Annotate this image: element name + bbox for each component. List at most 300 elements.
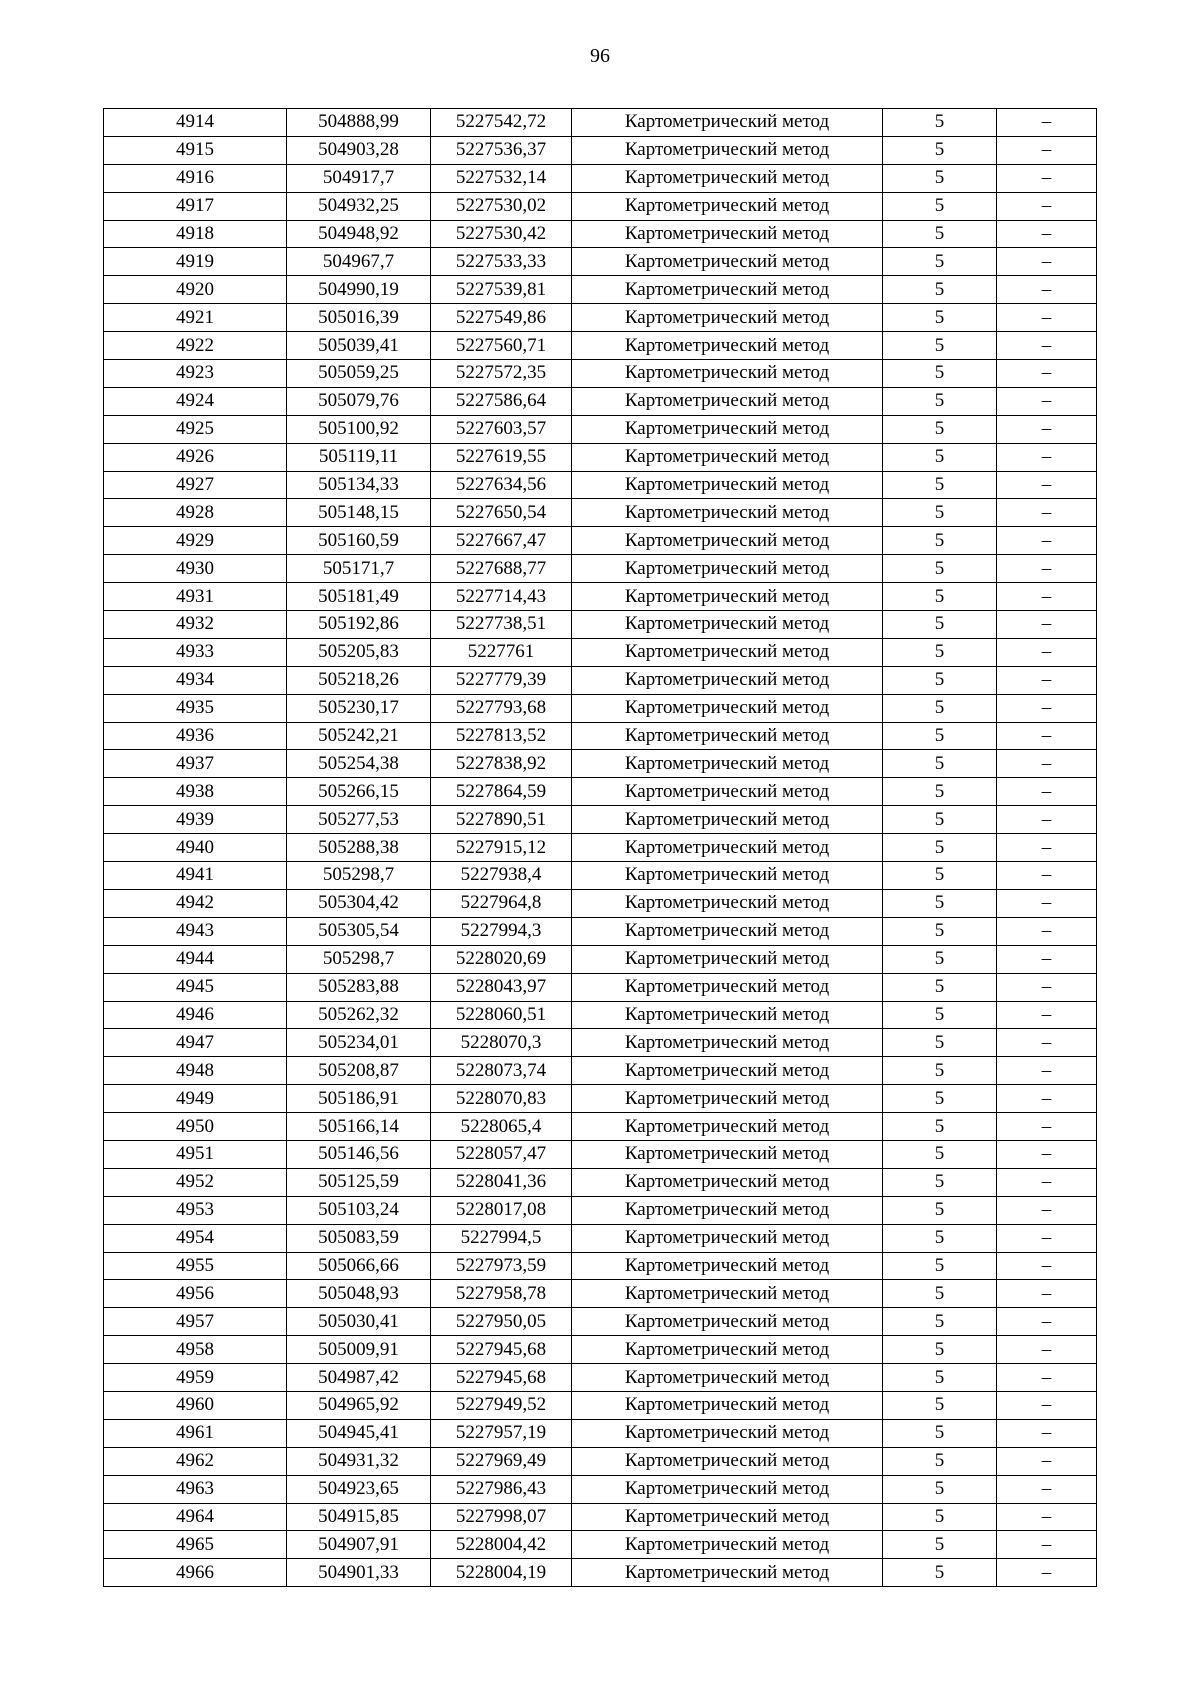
method-cell: Картометрический метод: [572, 109, 883, 137]
description-cell: –: [997, 945, 1097, 973]
method-cell: Картометрический метод: [572, 1140, 883, 1168]
y-coordinate-cell: 5227958,78: [431, 1280, 572, 1308]
description-cell: –: [997, 192, 1097, 220]
method-cell: Картометрический метод: [572, 360, 883, 388]
point-number-cell: 4941: [104, 862, 287, 890]
x-coordinate-cell: 505160,59: [287, 527, 431, 555]
x-coordinate-cell: 504965,92: [287, 1391, 431, 1419]
x-coordinate-cell: 505205,83: [287, 638, 431, 666]
method-cell: Картометрический метод: [572, 1531, 883, 1559]
description-cell: –: [997, 1419, 1097, 1447]
point-number-cell: 4923: [104, 360, 287, 388]
y-coordinate-cell: 5227838,92: [431, 750, 572, 778]
point-number-cell: 4943: [104, 917, 287, 945]
accuracy-cell: 5: [883, 1057, 997, 1085]
accuracy-cell: 5: [883, 1252, 997, 1280]
description-cell: –: [997, 1447, 1097, 1475]
y-coordinate-cell: 5227539,81: [431, 276, 572, 304]
x-coordinate-cell: 505283,88: [287, 973, 431, 1001]
x-coordinate-cell: 505079,76: [287, 387, 431, 415]
x-coordinate-cell: 505266,15: [287, 778, 431, 806]
x-coordinate-cell: 505288,38: [287, 834, 431, 862]
table-row: [104, 276, 1097, 304]
x-coordinate-cell: 505166,14: [287, 1113, 431, 1141]
description-cell: –: [997, 834, 1097, 862]
table-row: [104, 527, 1097, 555]
table-row: [104, 1447, 1097, 1475]
method-cell: Картометрический метод: [572, 778, 883, 806]
method-cell: Картометрический метод: [572, 973, 883, 1001]
table-row: [104, 164, 1097, 192]
x-coordinate-cell: 505192,86: [287, 611, 431, 639]
y-coordinate-cell: 5228060,51: [431, 1001, 572, 1029]
table-row: [104, 917, 1097, 945]
method-cell: Картометрический метод: [572, 332, 883, 360]
point-number-cell: 4950: [104, 1113, 287, 1141]
table-row: [104, 694, 1097, 722]
point-number-cell: 4953: [104, 1196, 287, 1224]
accuracy-cell: 5: [883, 917, 997, 945]
accuracy-cell: 5: [883, 1447, 997, 1475]
x-coordinate-cell: 505298,7: [287, 862, 431, 890]
x-coordinate-cell: 504915,85: [287, 1503, 431, 1531]
y-coordinate-cell: 5228070,3: [431, 1029, 572, 1057]
description-cell: –: [997, 1168, 1097, 1196]
table-row: [104, 360, 1097, 388]
description-cell: –: [997, 806, 1097, 834]
point-number-cell: 4962: [104, 1447, 287, 1475]
table-row: [104, 1001, 1097, 1029]
description-cell: –: [997, 1113, 1097, 1141]
y-coordinate-cell: 5227572,35: [431, 360, 572, 388]
description-cell: –: [997, 499, 1097, 527]
method-cell: Картометрический метод: [572, 722, 883, 750]
method-cell: Картометрический метод: [572, 1419, 883, 1447]
y-coordinate-cell: 5227964,8: [431, 889, 572, 917]
table-row: [104, 945, 1097, 973]
table-row: [104, 1057, 1097, 1085]
y-coordinate-cell: 5227688,77: [431, 555, 572, 583]
page-number: 96: [590, 45, 610, 67]
x-coordinate-cell: 505009,91: [287, 1336, 431, 1364]
point-number-cell: 4918: [104, 220, 287, 248]
table-row: [104, 304, 1097, 332]
table-row: [104, 555, 1097, 583]
description-cell: –: [997, 1252, 1097, 1280]
accuracy-cell: 5: [883, 778, 997, 806]
method-cell: Картометрический метод: [572, 862, 883, 890]
y-coordinate-cell: 5227945,68: [431, 1364, 572, 1392]
y-coordinate-cell: 5227650,54: [431, 499, 572, 527]
y-coordinate-cell: 5227915,12: [431, 834, 572, 862]
description-cell: –: [997, 638, 1097, 666]
table-row: [104, 1029, 1097, 1057]
description-cell: –: [997, 1364, 1097, 1392]
description-cell: –: [997, 164, 1097, 192]
y-coordinate-cell: 5228065,4: [431, 1113, 572, 1141]
accuracy-cell: 5: [883, 973, 997, 1001]
y-coordinate-cell: 5227532,14: [431, 164, 572, 192]
y-coordinate-cell: 5227530,02: [431, 192, 572, 220]
x-coordinate-cell: 504967,7: [287, 248, 431, 276]
table-row: [104, 332, 1097, 360]
description-cell: –: [997, 1029, 1097, 1057]
description-cell: –: [997, 917, 1097, 945]
x-coordinate-cell: 504931,32: [287, 1447, 431, 1475]
point-number-cell: 4939: [104, 806, 287, 834]
x-coordinate-cell: 505048,93: [287, 1280, 431, 1308]
x-coordinate-cell: 504945,41: [287, 1419, 431, 1447]
point-number-cell: 4956: [104, 1280, 287, 1308]
method-cell: Картометрический метод: [572, 1252, 883, 1280]
table-row: [104, 387, 1097, 415]
x-coordinate-cell: 505234,01: [287, 1029, 431, 1057]
x-coordinate-cell: 505218,26: [287, 666, 431, 694]
table-row: [104, 973, 1097, 1001]
point-number-cell: 4952: [104, 1168, 287, 1196]
accuracy-cell: 5: [883, 1419, 997, 1447]
point-number-cell: 4942: [104, 889, 287, 917]
description-cell: –: [997, 778, 1097, 806]
accuracy-cell: 5: [883, 694, 997, 722]
accuracy-cell: 5: [883, 1085, 997, 1113]
description-cell: –: [997, 360, 1097, 388]
point-number-cell: 4933: [104, 638, 287, 666]
y-coordinate-cell: 5227779,39: [431, 666, 572, 694]
method-cell: Картометрический метод: [572, 1503, 883, 1531]
description-cell: –: [997, 527, 1097, 555]
accuracy-cell: 5: [883, 1503, 997, 1531]
y-coordinate-cell: 5227603,57: [431, 415, 572, 443]
x-coordinate-cell: 504917,7: [287, 164, 431, 192]
accuracy-cell: 5: [883, 276, 997, 304]
description-cell: –: [997, 750, 1097, 778]
accuracy-cell: 5: [883, 527, 997, 555]
x-coordinate-cell: 505171,7: [287, 555, 431, 583]
x-coordinate-cell: 505059,25: [287, 360, 431, 388]
y-coordinate-cell: 5227530,42: [431, 220, 572, 248]
accuracy-cell: 5: [883, 192, 997, 220]
table-row: [104, 248, 1097, 276]
point-number-cell: 4914: [104, 109, 287, 137]
table-row: [104, 862, 1097, 890]
table-row: [104, 1364, 1097, 1392]
y-coordinate-cell: 5227549,86: [431, 304, 572, 332]
accuracy-cell: 5: [883, 164, 997, 192]
method-cell: Картометрический метод: [572, 1057, 883, 1085]
method-cell: Картометрический метод: [572, 1475, 883, 1503]
point-number-cell: 4916: [104, 164, 287, 192]
x-coordinate-cell: 505305,54: [287, 917, 431, 945]
point-number-cell: 4960: [104, 1391, 287, 1419]
accuracy-cell: 5: [883, 1391, 997, 1419]
table-row: [104, 583, 1097, 611]
coordinates-table: [103, 108, 1097, 1587]
x-coordinate-cell: 505181,49: [287, 583, 431, 611]
point-number-cell: 4955: [104, 1252, 287, 1280]
y-coordinate-cell: 5227536,37: [431, 136, 572, 164]
description-cell: –: [997, 666, 1097, 694]
description-cell: –: [997, 248, 1097, 276]
description-cell: –: [997, 1224, 1097, 1252]
method-cell: Картометрический метод: [572, 304, 883, 332]
point-number-cell: 4925: [104, 415, 287, 443]
accuracy-cell: 5: [883, 1168, 997, 1196]
table-row: [104, 499, 1097, 527]
method-cell: Картометрический метод: [572, 1113, 883, 1141]
point-number-cell: 4922: [104, 332, 287, 360]
point-number-cell: 4919: [104, 248, 287, 276]
description-cell: –: [997, 1531, 1097, 1559]
method-cell: Картометрический метод: [572, 1308, 883, 1336]
x-coordinate-cell: 504987,42: [287, 1364, 431, 1392]
description-cell: –: [997, 555, 1097, 583]
description-cell: –: [997, 1140, 1097, 1168]
accuracy-cell: 5: [883, 555, 997, 583]
point-number-cell: 4917: [104, 192, 287, 220]
x-coordinate-cell: 505148,15: [287, 499, 431, 527]
y-coordinate-cell: 5228043,97: [431, 973, 572, 1001]
accuracy-cell: 5: [883, 1308, 997, 1336]
x-coordinate-cell: 505039,41: [287, 332, 431, 360]
accuracy-cell: 5: [883, 332, 997, 360]
point-number-cell: 4940: [104, 834, 287, 862]
x-coordinate-cell: 505298,7: [287, 945, 431, 973]
table-row: [104, 1085, 1097, 1113]
y-coordinate-cell: 5228004,19: [431, 1559, 572, 1587]
method-cell: Картометрический метод: [572, 1391, 883, 1419]
method-cell: Картометрический метод: [572, 192, 883, 220]
accuracy-cell: 5: [883, 611, 997, 639]
y-coordinate-cell: 5227738,51: [431, 611, 572, 639]
accuracy-cell: 5: [883, 387, 997, 415]
point-number-cell: 4921: [104, 304, 287, 332]
table-row: [104, 1531, 1097, 1559]
point-number-cell: 4930: [104, 555, 287, 583]
point-number-cell: 4961: [104, 1419, 287, 1447]
point-number-cell: 4963: [104, 1475, 287, 1503]
table-row: [104, 889, 1097, 917]
y-coordinate-cell: 5228073,74: [431, 1057, 572, 1085]
accuracy-cell: 5: [883, 1475, 997, 1503]
method-cell: Картометрический метод: [572, 1280, 883, 1308]
accuracy-cell: 5: [883, 415, 997, 443]
description-cell: –: [997, 1085, 1097, 1113]
table-body: [104, 109, 1097, 1587]
table-row: [104, 471, 1097, 499]
method-cell: Картометрический метод: [572, 1364, 883, 1392]
description-cell: –: [997, 1308, 1097, 1336]
table-row: [104, 1308, 1097, 1336]
point-number-cell: 4915: [104, 136, 287, 164]
x-coordinate-cell: 505242,21: [287, 722, 431, 750]
description-cell: –: [997, 1196, 1097, 1224]
method-cell: Картометрический метод: [572, 1447, 883, 1475]
accuracy-cell: 5: [883, 443, 997, 471]
x-coordinate-cell: 505100,92: [287, 415, 431, 443]
x-coordinate-cell: 504907,91: [287, 1531, 431, 1559]
x-coordinate-cell: 505277,53: [287, 806, 431, 834]
table-row: [104, 1336, 1097, 1364]
description-cell: –: [997, 973, 1097, 1001]
y-coordinate-cell: 5227634,56: [431, 471, 572, 499]
y-coordinate-cell: 5227994,3: [431, 917, 572, 945]
method-cell: Картометрический метод: [572, 555, 883, 583]
table-row: [104, 1140, 1097, 1168]
table-row: [104, 109, 1097, 137]
accuracy-cell: 5: [883, 1029, 997, 1057]
method-cell: Картометрический метод: [572, 694, 883, 722]
description-cell: –: [997, 1001, 1097, 1029]
x-coordinate-cell: 505119,11: [287, 443, 431, 471]
y-coordinate-cell: 5227998,07: [431, 1503, 572, 1531]
accuracy-cell: 5: [883, 583, 997, 611]
point-number-cell: 4935: [104, 694, 287, 722]
table-row: [104, 1419, 1097, 1447]
y-coordinate-cell: 5227542,72: [431, 109, 572, 137]
point-number-cell: 4928: [104, 499, 287, 527]
description-cell: –: [997, 611, 1097, 639]
y-coordinate-cell: 5227945,68: [431, 1336, 572, 1364]
accuracy-cell: 5: [883, 1364, 997, 1392]
method-cell: Картометрический метод: [572, 1224, 883, 1252]
y-coordinate-cell: 5227986,43: [431, 1475, 572, 1503]
y-coordinate-cell: 5228004,42: [431, 1531, 572, 1559]
x-coordinate-cell: 505208,87: [287, 1057, 431, 1085]
y-coordinate-cell: 5227813,52: [431, 722, 572, 750]
table-row: [104, 1559, 1097, 1587]
point-number-cell: 4937: [104, 750, 287, 778]
method-cell: Картометрический метод: [572, 248, 883, 276]
description-cell: –: [997, 471, 1097, 499]
y-coordinate-cell: 5227950,05: [431, 1308, 572, 1336]
point-number-cell: 4938: [104, 778, 287, 806]
point-number-cell: 4959: [104, 1364, 287, 1392]
y-coordinate-cell: 5227793,68: [431, 694, 572, 722]
accuracy-cell: 5: [883, 248, 997, 276]
description-cell: –: [997, 583, 1097, 611]
accuracy-cell: 5: [883, 945, 997, 973]
method-cell: Картометрический метод: [572, 164, 883, 192]
table-row: [104, 443, 1097, 471]
point-number-cell: 4944: [104, 945, 287, 973]
y-coordinate-cell: 5227938,4: [431, 862, 572, 890]
table-row: [104, 136, 1097, 164]
x-coordinate-cell: 505083,59: [287, 1224, 431, 1252]
method-cell: Картометрический метод: [572, 889, 883, 917]
table-row: [104, 1224, 1097, 1252]
method-cell: Картометрический метод: [572, 415, 883, 443]
description-cell: –: [997, 862, 1097, 890]
y-coordinate-cell: 5228041,36: [431, 1168, 572, 1196]
accuracy-cell: 5: [883, 471, 997, 499]
accuracy-cell: 5: [883, 1140, 997, 1168]
method-cell: Картометрический метод: [572, 276, 883, 304]
accuracy-cell: 5: [883, 1113, 997, 1141]
table-row: [104, 638, 1097, 666]
x-coordinate-cell: 505134,33: [287, 471, 431, 499]
point-number-cell: 4966: [104, 1559, 287, 1587]
description-cell: –: [997, 387, 1097, 415]
y-coordinate-cell: 5227619,55: [431, 443, 572, 471]
description-cell: –: [997, 1475, 1097, 1503]
table-row: [104, 1280, 1097, 1308]
description-cell: –: [997, 109, 1097, 137]
point-number-cell: 4946: [104, 1001, 287, 1029]
point-number-cell: 4948: [104, 1057, 287, 1085]
method-cell: Картометрический метод: [572, 611, 883, 639]
table-row: [104, 192, 1097, 220]
point-number-cell: 4931: [104, 583, 287, 611]
description-cell: –: [997, 304, 1097, 332]
x-coordinate-cell: 505146,56: [287, 1140, 431, 1168]
y-coordinate-cell: 5227969,49: [431, 1447, 572, 1475]
description-cell: –: [997, 443, 1097, 471]
y-coordinate-cell: 5227864,59: [431, 778, 572, 806]
x-coordinate-cell: 504923,65: [287, 1475, 431, 1503]
method-cell: Картометрический метод: [572, 1085, 883, 1113]
y-coordinate-cell: 5227994,5: [431, 1224, 572, 1252]
description-cell: –: [997, 1280, 1097, 1308]
y-coordinate-cell: 5228057,47: [431, 1140, 572, 1168]
table-row: [104, 1475, 1097, 1503]
method-cell: Картометрический метод: [572, 136, 883, 164]
y-coordinate-cell: 5227973,59: [431, 1252, 572, 1280]
point-number-cell: 4945: [104, 973, 287, 1001]
accuracy-cell: 5: [883, 666, 997, 694]
table-row: [104, 611, 1097, 639]
point-number-cell: 4958: [104, 1336, 287, 1364]
method-cell: Картометрический метод: [572, 750, 883, 778]
method-cell: Картометрический метод: [572, 443, 883, 471]
accuracy-cell: 5: [883, 1196, 997, 1224]
accuracy-cell: 5: [883, 834, 997, 862]
point-number-cell: 4947: [104, 1029, 287, 1057]
method-cell: Картометрический метод: [572, 1336, 883, 1364]
accuracy-cell: 5: [883, 1531, 997, 1559]
accuracy-cell: 5: [883, 806, 997, 834]
accuracy-cell: 5: [883, 109, 997, 137]
y-coordinate-cell: 5227949,52: [431, 1391, 572, 1419]
x-coordinate-cell: 505066,66: [287, 1252, 431, 1280]
table-row: [104, 778, 1097, 806]
method-cell: Картометрический метод: [572, 583, 883, 611]
point-number-cell: 4936: [104, 722, 287, 750]
method-cell: Картометрический метод: [572, 666, 883, 694]
point-number-cell: 4951: [104, 1140, 287, 1168]
point-number-cell: 4929: [104, 527, 287, 555]
table-row: [104, 806, 1097, 834]
accuracy-cell: 5: [883, 1224, 997, 1252]
x-coordinate-cell: 505254,38: [287, 750, 431, 778]
method-cell: Картометрический метод: [572, 471, 883, 499]
description-cell: –: [997, 1503, 1097, 1531]
point-number-cell: 4934: [104, 666, 287, 694]
point-number-cell: 4964: [104, 1503, 287, 1531]
method-cell: Картометрический метод: [572, 387, 883, 415]
accuracy-cell: 5: [883, 136, 997, 164]
description-cell: –: [997, 1559, 1097, 1587]
method-cell: Картометрический метод: [572, 1029, 883, 1057]
point-number-cell: 4949: [104, 1085, 287, 1113]
method-cell: Картометрический метод: [572, 527, 883, 555]
method-cell: Картометрический метод: [572, 638, 883, 666]
y-coordinate-cell: 5227586,64: [431, 387, 572, 415]
description-cell: –: [997, 1391, 1097, 1419]
x-coordinate-cell: 504932,25: [287, 192, 431, 220]
table-row: [104, 750, 1097, 778]
x-coordinate-cell: 505103,24: [287, 1196, 431, 1224]
